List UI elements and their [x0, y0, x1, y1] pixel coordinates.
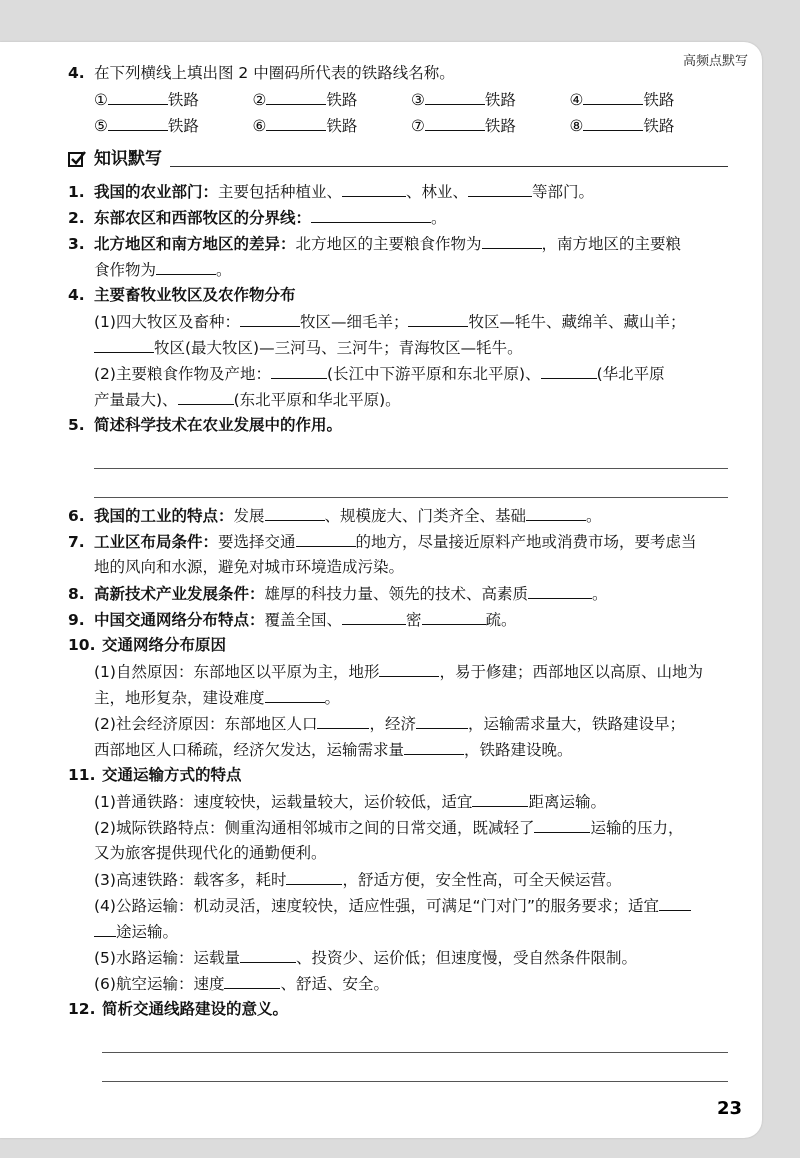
answer-line[interactable]: [102, 1053, 728, 1082]
answer-blank[interactable]: [178, 388, 234, 405]
question-11-line3: 又为旅客提供现代化的通勤便利。: [94, 844, 327, 862]
question-11-line5: (4)公路运输：机动灵活，速度较快，适应性强，可满足“门对门”的服务要求；适宜: [68, 894, 728, 920]
railway-item: ④ 铁路: [570, 88, 729, 114]
question-10-line4: 西部地区人口稀疏，经济欠发达，运输需求量 ，铁路建设晚。: [68, 738, 728, 764]
answer-blank[interactable]: [266, 114, 326, 131]
answer-blank[interactable]: [342, 180, 406, 197]
content: [68, 62, 728, 1082]
section-title: 知识默写: [94, 149, 162, 169]
answer-blank[interactable]: [408, 310, 468, 327]
answer-line[interactable]: [94, 469, 728, 498]
answer-blank[interactable]: [108, 88, 168, 105]
question-11-line8: (6)航空运输：速度 、舒适、安全。: [68, 972, 728, 998]
answer-blank[interactable]: [224, 972, 280, 989]
question-1: 1. 我国的农业部门：主要包括种植业、 、林业、 等部门。: [68, 180, 728, 206]
answer-blank[interactable]: [416, 712, 468, 729]
answer-blank[interactable]: [240, 946, 296, 963]
answer-blank[interactable]: [583, 114, 643, 131]
answer-blank[interactable]: [379, 660, 439, 677]
answer-blank[interactable]: [240, 310, 300, 327]
answer-blank[interactable]: [156, 258, 216, 275]
answer-line[interactable]: [102, 1024, 728, 1053]
answer-blank[interactable]: [311, 206, 431, 223]
railway-grid: [68, 88, 728, 140]
section-header: [68, 144, 728, 174]
answer-blank[interactable]: [286, 868, 342, 885]
answer-blank[interactable]: [541, 362, 597, 379]
question-11-line2: (2)城际铁路特点：侧重沟通相邻城市之间的日常交通，既减轻了 运输的压力，: [68, 816, 728, 842]
railway-item: ⑥ 铁路: [253, 114, 412, 140]
question-2: 2. 东部农区和西部牧区的分界线： 。: [68, 206, 728, 232]
answer-blank[interactable]: [528, 582, 592, 599]
question-10-line3: (2)社会经济原因：东部地区人口 ，经济 ，运输需求量大，铁路建设早；: [68, 712, 728, 738]
question-4-line2: 牧区(最大牧区)—三河马、三河牛；青海牧区—牦牛。: [68, 336, 728, 362]
answer-blank[interactable]: [296, 530, 356, 547]
question-4: 4. 主要畜牧业牧区及农作物分布: [68, 286, 296, 304]
answer-line[interactable]: [94, 440, 728, 469]
question-11-line6: 途运输。: [68, 920, 728, 946]
answer-blank[interactable]: [583, 88, 643, 105]
page-header: 高频点默写: [682, 54, 748, 69]
answer-blank[interactable]: [425, 114, 485, 131]
question-4-line3: (2)主要粮食作物及产地： (长江中下游平原和东北平原)、 (华北平原: [68, 362, 728, 388]
answer-blank[interactable]: [265, 504, 325, 521]
question-10-line2: 主，地形复杂，建设难度 。: [68, 686, 728, 712]
railway-item: ① 铁路: [94, 88, 253, 114]
question-6: 6. 我国的工业的特点：发展 、规模庞大、门类齐全、基础 。: [68, 504, 728, 530]
answer-blank[interactable]: [659, 894, 691, 911]
question-11-line7: (5)水路运输：运载量 、投资少、运价低；但速度慢，受自然条件限制。: [68, 946, 728, 972]
answer-blank[interactable]: [265, 686, 325, 703]
page-number: 23: [716, 1098, 742, 1119]
question-9: 9. 中国交通网络分布特点：覆盖全国、 密 疏。: [68, 608, 728, 634]
answer-blank[interactable]: [94, 336, 154, 353]
question-10-line1: (1)自然原因：东部地区以平原为主，地形 ，易于修建；西部地区以高原、山地为: [68, 660, 728, 686]
question-8: 8. 高新技术产业发展条件：雄厚的科技力量、领先的技术、高素质 。: [68, 582, 728, 608]
answer-blank[interactable]: [271, 362, 327, 379]
railway-item: ⑦ 铁路: [411, 114, 570, 140]
answer-blank[interactable]: [108, 114, 168, 131]
answer-blank[interactable]: [472, 790, 528, 807]
checkbox-check-icon: [68, 150, 86, 168]
answer-blank[interactable]: [404, 738, 464, 755]
railway-item: ⑧ 铁路: [570, 114, 729, 140]
question-7-cont: 地的风向和水源，避免对城市环境造成污染。: [94, 558, 405, 576]
railway-item: ② 铁路: [253, 88, 412, 114]
question-4-line4: 产量最大)、 (东北平原和华北平原)。: [68, 388, 728, 414]
answer-blank[interactable]: [266, 88, 326, 105]
section-rule: [170, 152, 728, 167]
answer-blank[interactable]: [422, 608, 486, 625]
answer-blank[interactable]: [94, 920, 116, 937]
answer-blank[interactable]: [342, 608, 406, 625]
question-12: 12. 简析交通线路建设的意义。: [68, 1000, 289, 1018]
q4-prompt: 4. 在下列横线上填出图 2 中圈码所代表的铁路线名称。: [68, 64, 455, 82]
question-5: 5. 简述科学技术在农业发展中的作用。: [68, 416, 343, 434]
question-10: 10. 交通网络分布原因: [68, 636, 227, 654]
answer-blank[interactable]: [482, 232, 542, 249]
answer-blank[interactable]: [468, 180, 532, 197]
answer-blank[interactable]: [425, 88, 485, 105]
answer-blank[interactable]: [534, 816, 590, 833]
question-3-cont: 食作物为 。: [68, 258, 728, 284]
question-7: 7. 工业区布局条件：要选择交通 的地方，尽量接近原料产地或消费市场，要考虑当: [68, 530, 728, 556]
railway-item: ⑤ 铁路: [94, 114, 253, 140]
question-11-line4: (3)高速铁路：载客多，耗时 ，舒适方便，安全性高，可全天候运营。: [68, 868, 728, 894]
answer-blank[interactable]: [526, 504, 586, 521]
question-4-line1: (1)四大牧区及畜种： 牧区—细毛羊； 牧区—牦牛、藏绵羊、藏山羊；: [68, 310, 728, 336]
question-11: 11. 交通运输方式的特点: [68, 766, 242, 784]
railway-item: ③ 铁路: [411, 88, 570, 114]
question-11-line1: (1)普通铁路：速度较快，运载量较大，运价较低，适宜 距离运输。: [68, 790, 728, 816]
question-3: 3. 北方地区和南方地区的差异：北方地区的主要粮食作物为 ，南方地区的主要粮: [68, 232, 728, 258]
answer-blank[interactable]: [317, 712, 369, 729]
